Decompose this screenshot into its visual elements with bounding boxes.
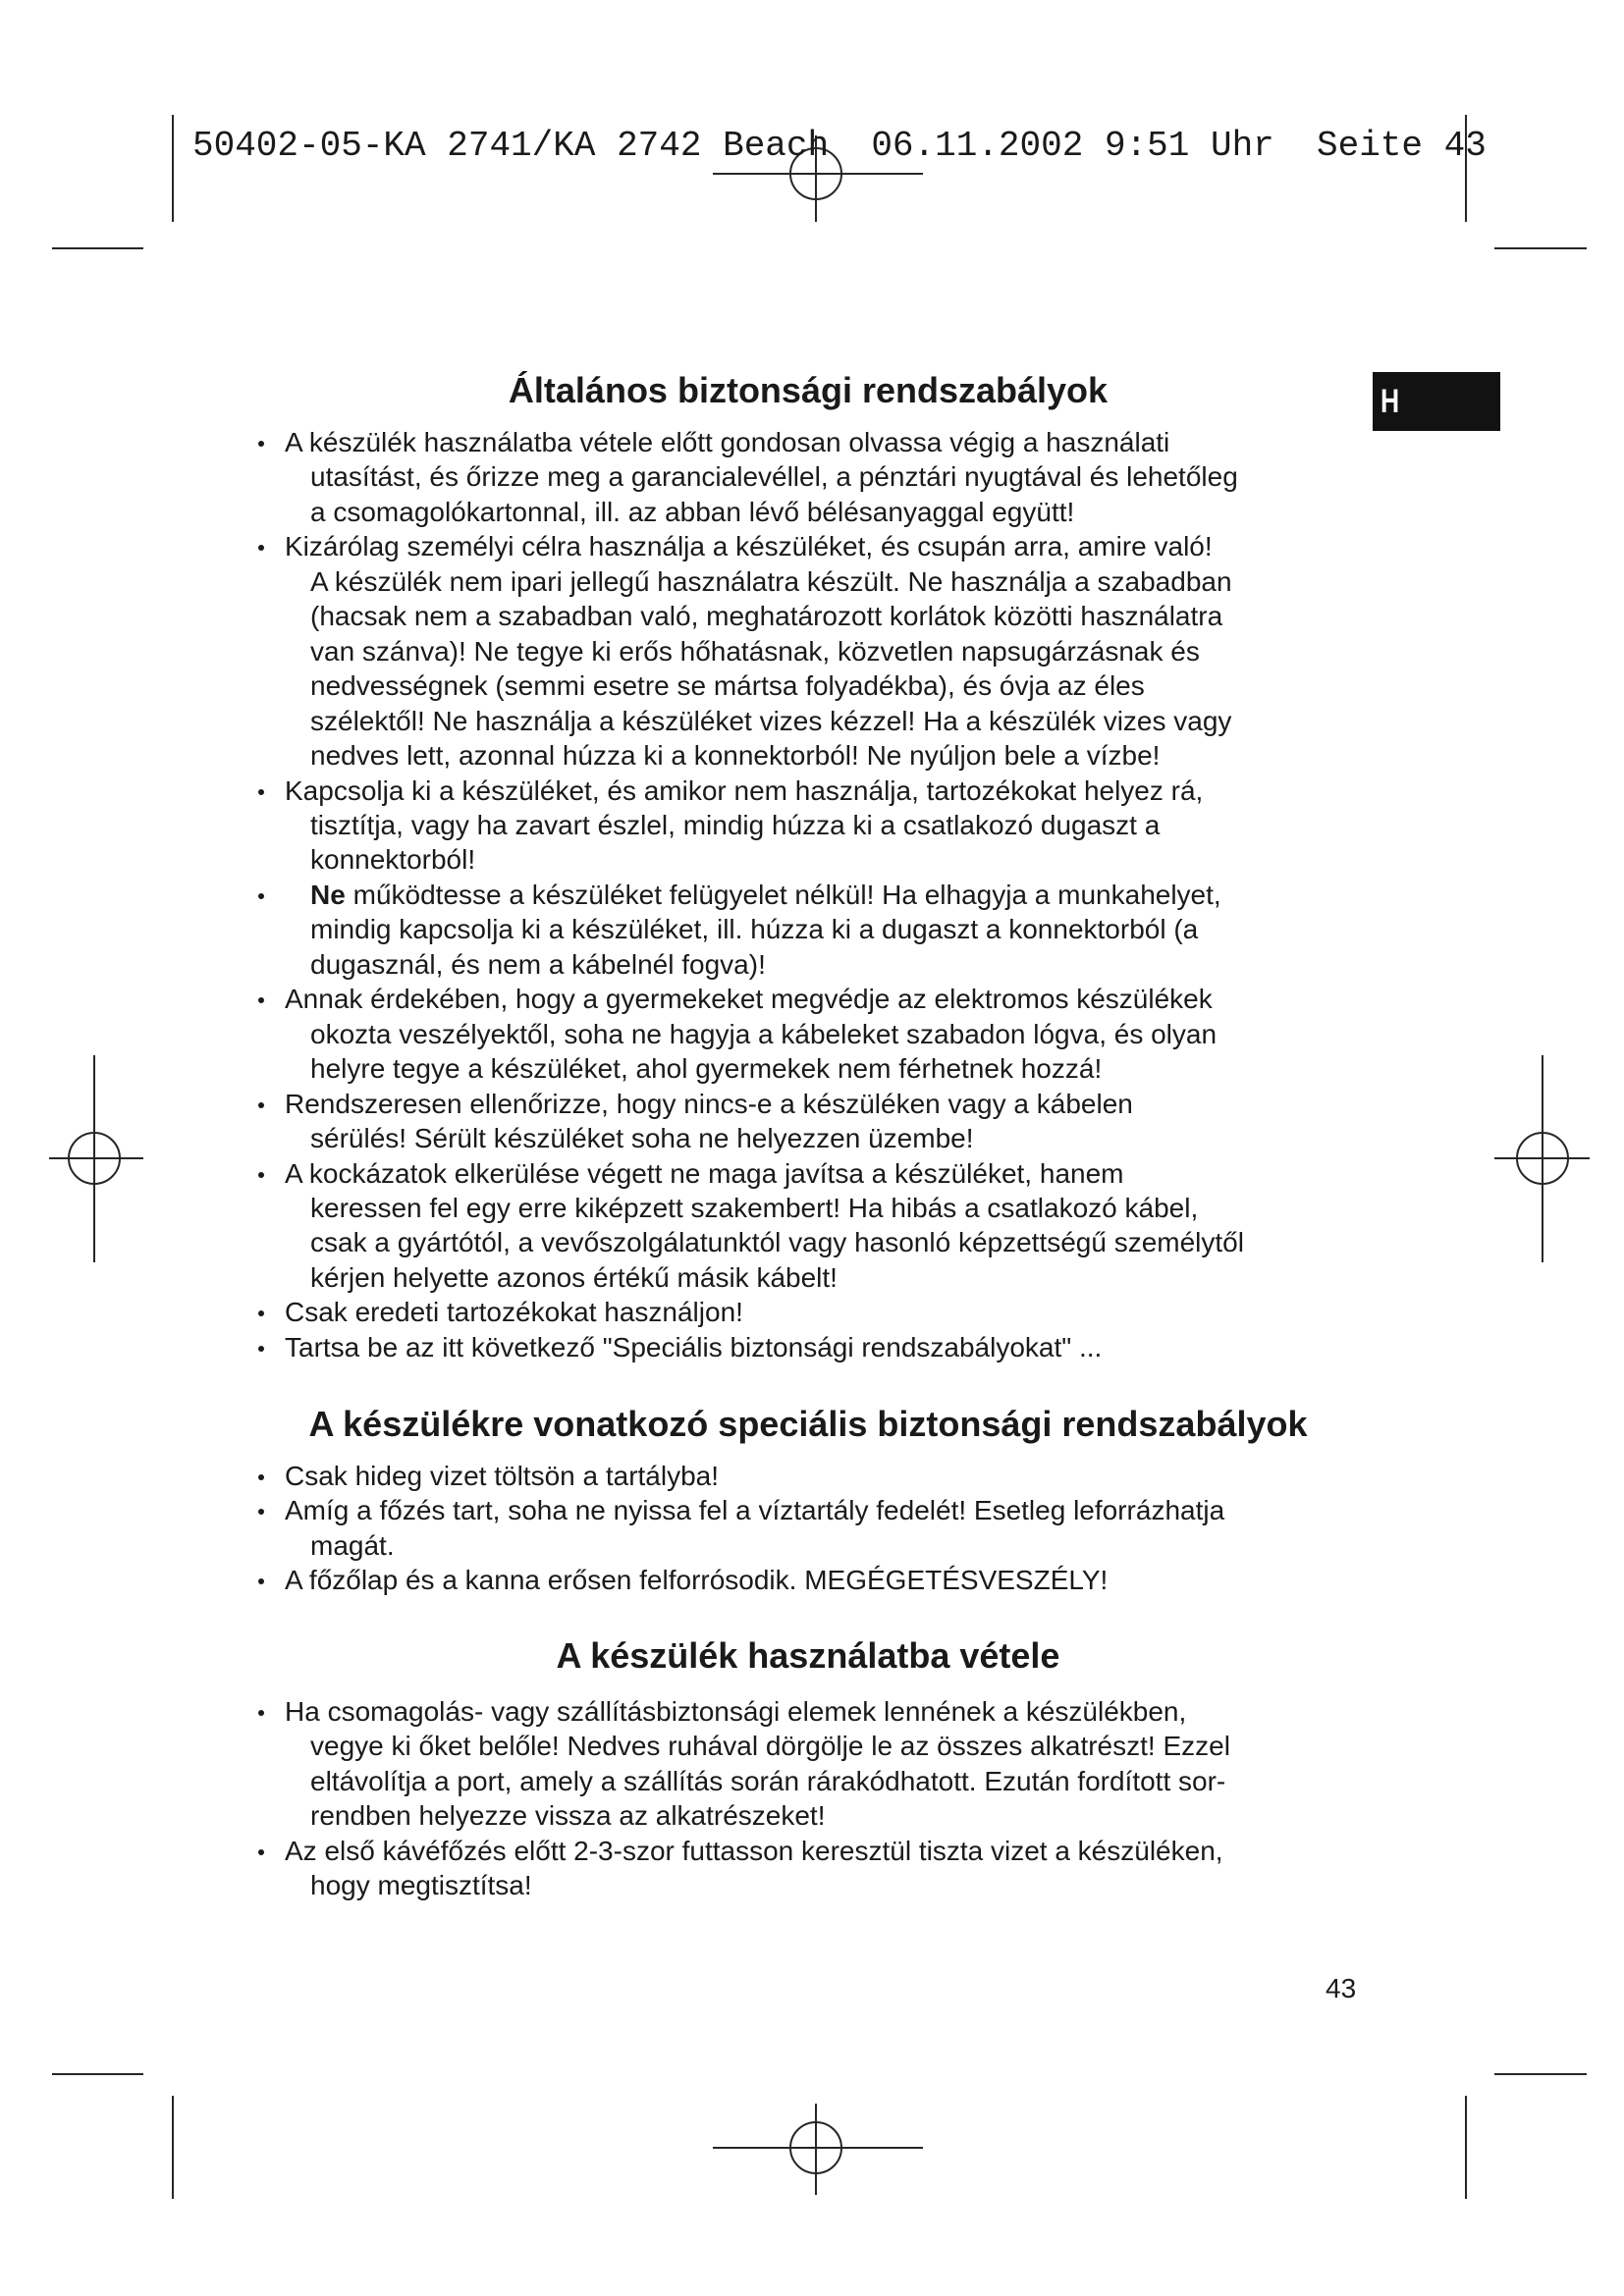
page-number: 43 <box>1326 1973 1357 2003</box>
item-line: okozta veszélyektől, soha ne hagyja a kábeleket szabadon lógva, és olyan <box>310 1018 1218 1049</box>
section-title-device-safety: A készülékre vonatkozó speciális biztonsági rendszabályok <box>308 1404 1308 1444</box>
item-line: A készülék nem ipari jellegű használatra készült. Ne használja a szabadban <box>310 565 1232 597</box>
item-line: Csak eredeti tartozékokat használjon! <box>285 1297 743 1328</box>
emphasis-text: Ne <box>310 879 346 910</box>
item-line: utasítást, és őrizze meg a garancialevéllel, a pénztári nyugtával és lehetőleg <box>310 461 1238 493</box>
item-line: tisztítja, vagy ha zavart észlel, mindig húzza ki a csatlakozó dugaszt a <box>310 809 1161 840</box>
item-line: Rendszeresen ellenőrizze, hogy nincs-e a készüléken vagy a kábelen <box>285 1088 1133 1119</box>
bullet-icon <box>258 1102 264 1108</box>
list-item <box>285 774 1489 878</box>
bullet-icon <box>258 789 264 795</box>
list-item <box>285 1295 1489 1329</box>
section-title-general-safety: Általános biztonsági rendszabályok <box>508 370 1109 410</box>
item-line: sérülés! Sérült készüléket soha ne helyezzen üzembe! <box>310 1123 974 1154</box>
item-line: hogy megtisztítsa! <box>310 1870 532 1901</box>
bullet-icon <box>258 1849 264 1855</box>
item-line: nedvességnek (semmi esetre se mártsa folyadékba), és óvja az éles <box>310 670 1145 702</box>
item-line: a csomagolókartonnal, ill. az abban lévő bélésanyaggal együtt! <box>310 496 1075 527</box>
item-line: Amíg a főzés tart, soha ne nyissa fel a víztartály fedelét! Esetleg leforrázhatja <box>285 1495 1225 1526</box>
bullet-icon <box>258 1172 264 1178</box>
item-line: Kapcsolja ki a készüléket, és amikor nem használja, tartozékokat helyez rá, <box>285 774 1204 806</box>
item-line: Annak érdekében, hogy a gyermekeket megvédje az elektromos készülékek <box>285 984 1213 1015</box>
item-line: csak a gyártótól, a vevőszolgálatunktól vagy hasonló képzettségű személytől <box>310 1227 1244 1258</box>
list-item <box>285 1834 1489 1903</box>
item-line: eltávolítja a port, amely a szállítás során rárakódhatott. Ezután fordított sor- <box>310 1765 1226 1796</box>
section-title-first-use: A készülék használatba vétele <box>556 1635 1060 1676</box>
item-line: helyre tegye a készüléket, ahol gyermekek nem férhetnek hozzá! <box>310 1053 1103 1085</box>
list-item <box>285 1493 1489 1563</box>
item-line: magát. <box>310 1529 395 1561</box>
item-line: Csak hideg vizet töltsön a tartályba! <box>285 1461 720 1491</box>
list-item <box>285 425 1489 529</box>
item-line: konnektorból! <box>310 844 476 876</box>
list-item <box>285 1087 1489 1156</box>
item-line: nedves lett, azonnal húzza ki a konnektorból! Ne nyúljon bele a vízbe! <box>310 740 1161 772</box>
item-line: Ha csomagolás- vagy szállításbiztonsági elemek lennének a készülékben, <box>285 1696 1187 1727</box>
item-line: Tartsa be az itt következő "Speciális biztonsági rendszabályokat" ... <box>285 1331 1103 1362</box>
item-line <box>310 878 1489 912</box>
list-item <box>285 529 1489 773</box>
item-line: szélektől! Ne használja a készüléket vizes kézzel! Ha a készülék vizes vagy <box>310 705 1232 736</box>
bullet-icon <box>258 441 264 447</box>
item-line: van szánva)! Ne tegye ki erős hőhatásnak, közvetlen napsugárzásnak és <box>310 635 1200 667</box>
item-line: mindig kapcsolja ki a készüléket, ill. húzza ki a dugaszt a konnektorból (a <box>310 914 1199 945</box>
item-line: dugasznál, és nem a kábelnél fogva)! <box>310 948 766 980</box>
item-line: kérjen helyette azonos értékű másik kábelt! <box>310 1261 838 1293</box>
item-line: vegye ki őket belőle! Nedves ruhával dörgölje le az összes alkatrészt! Ezzel <box>310 1731 1230 1762</box>
list-item <box>285 1563 1489 1597</box>
device-safety-list <box>285 1459 1489 1598</box>
print-slug-header: 50402-05-KA 2741/KA 2742 Beach 06.11.2002 9:51 Uhr Seite 43 <box>192 126 1487 166</box>
list-item <box>285 1156 1489 1296</box>
bullet-icon <box>258 893 264 899</box>
language-tab-label: H <box>1380 383 1400 420</box>
first-use-list <box>285 1694 1489 1903</box>
item-line: keressen fel egy erre kiképzett szakembert! Ha hibás a csatlakozó kábel, <box>310 1192 1199 1223</box>
list-item <box>285 1330 1489 1364</box>
item-line: A kockázatok elkerülése végett ne maga javítsa a készüléket, hanem <box>285 1157 1124 1189</box>
bullet-icon <box>258 1710 264 1716</box>
list-item <box>285 982 1489 1086</box>
item-line: (hacsak nem a szabadban való, meghatározott korlátok közötti használatra <box>310 601 1223 632</box>
general-safety-list <box>285 425 1489 1364</box>
item-line-text: működtesse a készüléket felügyelet nélkül! Ha elhagyja a munkahelyet, <box>352 879 1221 910</box>
list-item <box>310 878 1489 982</box>
list-item <box>285 1694 1489 1834</box>
item-line: Az első kávéfőzés előtt 2-3-szor futtasson keresztül tiszta vizet a készüléken, <box>285 1835 1223 1866</box>
bullet-icon <box>258 1474 264 1480</box>
item-line: A készülék használatba vétele előtt gondosan olvassa végig a használati <box>285 427 1170 457</box>
item-line: Kizárólag személyi célra használja a készüléket, és csupán arra, amire való! <box>285 531 1213 562</box>
bullet-icon <box>258 1346 264 1352</box>
item-line: A főzőlap és a kanna erősen felforrósodik. MEGÉGETÉSVESZÉLY! <box>285 1565 1109 1596</box>
list-item <box>285 1459 1489 1493</box>
item-line: rendben helyezze vissza az alkatrészeket! <box>310 1800 826 1832</box>
